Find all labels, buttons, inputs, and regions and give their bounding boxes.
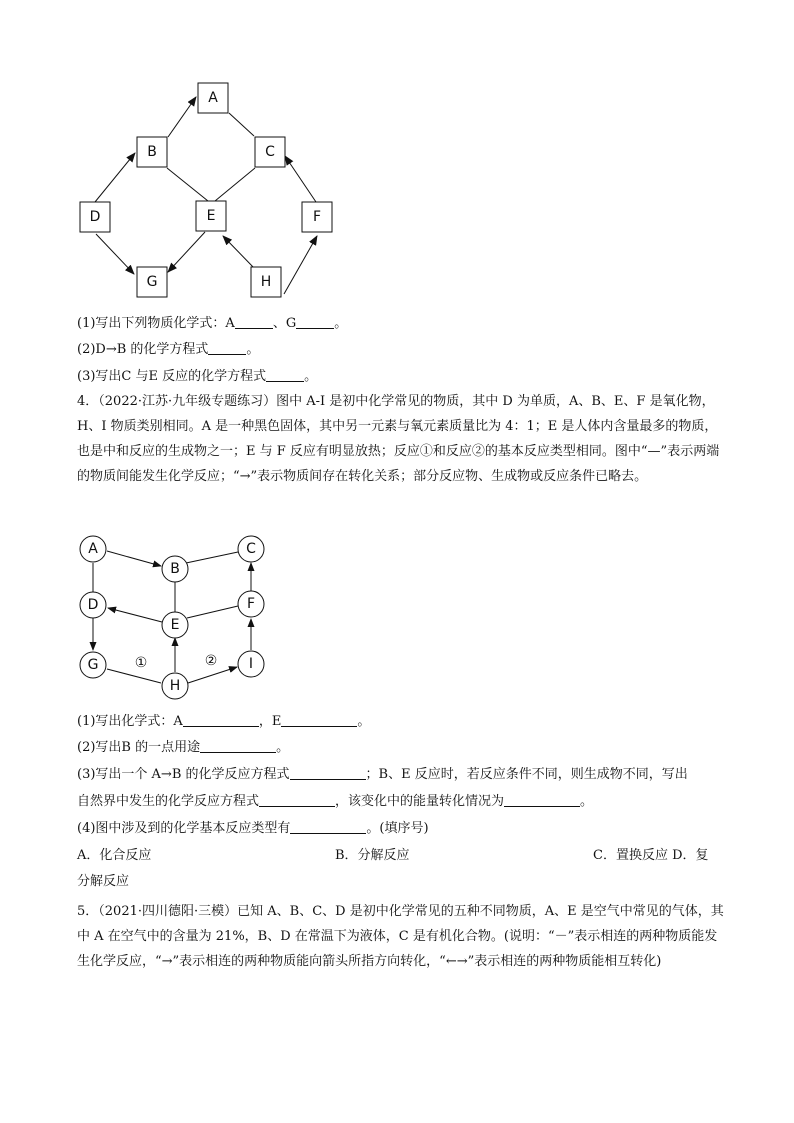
answer-blank[interactable] bbox=[281, 713, 357, 727]
edge-e-to-d bbox=[108, 608, 162, 622]
answer-blank[interactable] bbox=[200, 739, 276, 753]
node-f bbox=[302, 202, 332, 232]
q4-subquestion-4 bbox=[77, 819, 727, 839]
q3-p1-text: (1)写出下列物质化学式：A bbox=[77, 316, 235, 331]
node-g bbox=[137, 267, 167, 297]
node-d bbox=[80, 592, 106, 618]
svg-text:E: E bbox=[206, 208, 216, 224]
q4-p3-text-4: ，该变化中的能量转化情况为 bbox=[335, 794, 505, 809]
q4-stem: 4．（2022·江苏·九年级专题练习）图中 A-I 是初中化学常见的物质，其中 D 为单质，A、B、E、F 是氧化物，H、I 物质类别相同。A 是一种黑色固体，其中另一元素与氧元素质量比为 4：1；E 是人体内含量最多的物质，也是中和反应的生成物之一；E 与 F 反应有明显放热；反应①和反应②的基本反应类型相同。图中“—”表示两端的物质间能发生化学反应；“→”表示物质间存在转化关系；部分反应物、生成物或反应条件已略去。 bbox=[77, 394, 720, 484]
q4-p4-end: 。(填序号) bbox=[366, 821, 429, 836]
svg-text:A: A bbox=[208, 90, 218, 106]
q3-p2-end: 。 bbox=[246, 342, 260, 357]
svg-text:H: H bbox=[169, 678, 181, 694]
answer-blank[interactable] bbox=[259, 793, 335, 807]
edge-e-f bbox=[187, 606, 238, 618]
reaction-diagram-1 bbox=[0, 0, 794, 310]
answer-blank[interactable] bbox=[235, 315, 273, 329]
q4-p2-end: 。 bbox=[276, 740, 290, 755]
q4-p4-text: (4)图中涉及到的化学基本反应类型有 bbox=[77, 821, 291, 836]
svg-text:F: F bbox=[312, 209, 322, 225]
edge-f-to-c bbox=[285, 156, 316, 202]
answer-blank[interactable] bbox=[208, 341, 246, 355]
answer-blank[interactable] bbox=[266, 368, 304, 382]
reaction-diagram-2 bbox=[0, 530, 794, 705]
svg-text:A: A bbox=[88, 541, 98, 557]
edge-d-to-g bbox=[96, 234, 134, 274]
node-b bbox=[162, 556, 188, 582]
edge-b-to-a bbox=[168, 97, 196, 137]
q4-p1-text: (1)写出化学式：A bbox=[77, 714, 183, 729]
q4-subquestion-2 bbox=[77, 738, 727, 758]
answer-blank[interactable] bbox=[504, 793, 580, 807]
q3-subquestion-3 bbox=[77, 367, 727, 387]
option-d-cont: 分解反应 bbox=[77, 874, 130, 889]
svg-text:C: C bbox=[246, 541, 256, 557]
q4-p1-end: 。 bbox=[357, 714, 371, 729]
svg-text:E: E bbox=[170, 617, 180, 633]
node-b bbox=[137, 137, 167, 167]
q5-stem: 5．（2021·四川德阳·三模）已知 A、B、C、D 是初中化学常见的五种不同物质，A、E 是空气中常见的气体，其中 A 在空气中的含量为 21%，B、D 在常温下为液体，C 是有机化合物。(说明：“－”表示相连的两种物质能发生化学反应，“→”表示相连的两种物质能向箭头所指方向转化，“←→”表示相连的两种物质能相互转化) bbox=[77, 904, 724, 969]
option-a[interactable]: A．化合反应 bbox=[77, 848, 152, 863]
option-b[interactable]: B．分解反应 bbox=[335, 848, 410, 863]
edge-e-b bbox=[167, 168, 208, 201]
edge-d-to-b bbox=[95, 153, 135, 202]
q3-p2-text: (2)D→B 的化学方程式 bbox=[77, 342, 209, 357]
option-c-d[interactable]: C．置换反应 D．复 bbox=[593, 848, 709, 863]
svg-text:C: C bbox=[265, 144, 275, 160]
node-i bbox=[238, 651, 264, 677]
edge-h-to-f bbox=[284, 236, 317, 294]
node-c bbox=[255, 137, 285, 167]
svg-text:B: B bbox=[147, 144, 157, 160]
svg-text:I: I bbox=[248, 656, 254, 672]
svg-text:G: G bbox=[146, 274, 158, 290]
q4-p3-text-2: ；B、E 反应时，若反应条件不同，则生成物不同，写出 bbox=[365, 767, 688, 782]
q3-p3-text: (3)写出C 与E 反应的化学方程式 bbox=[77, 369, 267, 384]
answer-blank[interactable] bbox=[290, 766, 366, 780]
edge-g-h bbox=[107, 669, 161, 683]
svg-text:H: H bbox=[260, 274, 272, 290]
node-c bbox=[238, 536, 264, 562]
q4-subquestion-1 bbox=[77, 712, 727, 732]
q3-subquestion-1 bbox=[77, 314, 727, 334]
node-f bbox=[238, 591, 264, 617]
q3-p1-text-2: 、G bbox=[272, 316, 297, 331]
q4-subquestion-3 bbox=[77, 765, 727, 785]
node-h bbox=[251, 267, 281, 297]
edge-b-c bbox=[186, 552, 238, 563]
answer-blank[interactable] bbox=[290, 820, 366, 834]
q3-p1-end: 。 bbox=[334, 316, 348, 331]
q4-p3-text-3: 自然界中发生的化学反应方程式 bbox=[77, 794, 260, 809]
answer-blank[interactable] bbox=[296, 315, 334, 329]
reaction-label-2: ② bbox=[204, 653, 218, 669]
svg-text:D: D bbox=[89, 209, 101, 225]
answer-blank[interactable] bbox=[183, 713, 259, 727]
node-e bbox=[162, 612, 188, 638]
node-a bbox=[80, 536, 106, 562]
node-e bbox=[196, 201, 226, 231]
q3-subquestion-2 bbox=[77, 340, 727, 360]
edge-e-c bbox=[215, 168, 255, 201]
svg-text:D: D bbox=[87, 597, 99, 613]
q4-p1-text-2: ，E bbox=[258, 714, 282, 729]
q4-p3-end: 。 bbox=[580, 794, 594, 809]
edge-a-c bbox=[229, 113, 254, 136]
q4-p2-text: (2)写出B 的一点用途 bbox=[77, 740, 201, 755]
q4-p3-text: (3)写出一个 A→B 的化学反应方程式 bbox=[77, 767, 290, 782]
edge-h-to-e bbox=[223, 236, 256, 270]
edge-h-to-i bbox=[188, 667, 237, 683]
node-g bbox=[80, 652, 106, 678]
node-h bbox=[162, 673, 188, 699]
svg-text:G: G bbox=[87, 657, 99, 673]
svg-text:B: B bbox=[170, 561, 180, 577]
node-d bbox=[80, 202, 110, 232]
q4-subquestion-3-cont bbox=[77, 792, 727, 812]
svg-text:F: F bbox=[246, 596, 256, 612]
node-a bbox=[198, 83, 228, 113]
edge-e-to-g bbox=[168, 232, 205, 272]
edge-a-to-b bbox=[107, 551, 161, 566]
reaction-label-1: ① bbox=[134, 655, 148, 671]
q3-p3-end: 。 bbox=[304, 369, 318, 384]
